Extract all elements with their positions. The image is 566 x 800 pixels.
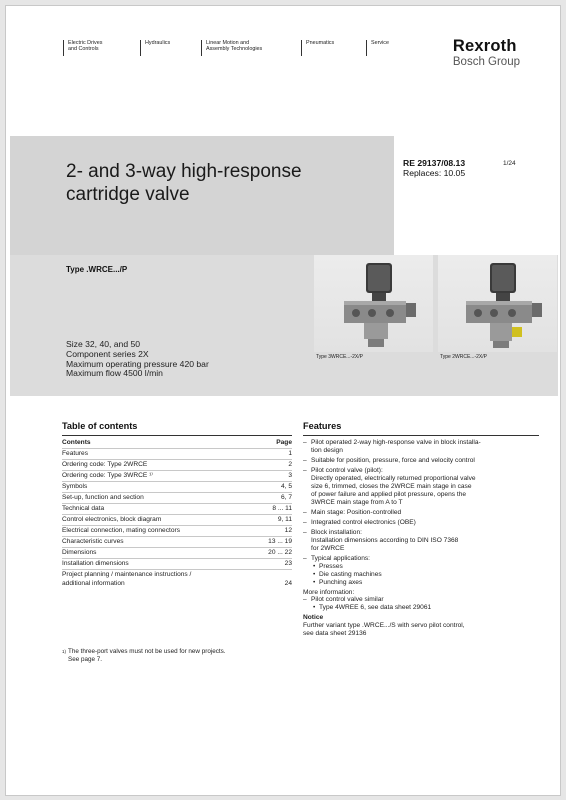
brand-logo <box>453 38 520 68</box>
toc-row-page: 23 <box>284 560 292 568</box>
feature-text: Main stage: Position-controlled <box>311 508 402 516</box>
toc-col-contents: Contents <box>62 439 91 446</box>
toc-row-title: Characteristic curves <box>62 538 124 546</box>
feature-text: Typical applications: <box>311 554 371 562</box>
toc-row[interactable] <box>62 525 292 536</box>
nav-electric-drives[interactable] <box>63 40 102 56</box>
toc-row-page: 8 ... 11 <box>272 505 292 513</box>
feature-item: – Typical applications: <box>303 555 539 563</box>
toc-col-page: Page <box>276 439 292 446</box>
toc-heading: Table of contents <box>62 421 138 431</box>
toc-row[interactable] <box>62 547 292 558</box>
nav-linear-motion[interactable] <box>201 40 262 56</box>
title-band <box>10 136 394 255</box>
toc-row[interactable] <box>62 459 292 470</box>
toc-row[interactable] <box>62 558 292 569</box>
product-band <box>10 255 558 396</box>
toc-row-title: Set-up, function and section <box>62 494 144 502</box>
more-info-heading: More information: <box>303 588 355 596</box>
toc-rule <box>62 435 292 436</box>
toc-row-title: Symbols <box>62 483 88 491</box>
feature-text: Integrated control electronics (OBE) <box>311 518 416 526</box>
product-photo-2wrce <box>438 255 557 352</box>
spec-list <box>66 340 209 379</box>
bullet-text: Punching axes <box>319 578 363 586</box>
feature-item: – Block installation: Installation dimensions according to DIN ISO 7368 for 2WRCE <box>303 529 459 552</box>
nav-service[interactable] <box>366 40 389 56</box>
replaces-label: Replaces: 10.05 <box>403 168 466 178</box>
notice-heading: Notice <box>303 614 324 622</box>
toc-row-page: 2 <box>288 461 292 469</box>
nav-hydraulics[interactable] <box>140 40 170 56</box>
nav-label: Service <box>371 40 389 46</box>
reference-number: RE 29137/08.13 <box>403 158 466 168</box>
brand-sub: Bosch Group <box>452 56 520 68</box>
toc-row-page: 3 <box>288 472 292 480</box>
feature-item: – Integrated control electronics (OBE) <box>303 519 539 527</box>
toc-row-title: Dimensions <box>62 549 97 557</box>
product-photo-3wrce <box>314 255 433 352</box>
toc-row-page: 1 <box>288 450 292 458</box>
toc-row[interactable] <box>62 503 292 514</box>
spec-item: Component series 2X <box>66 348 149 359</box>
toc-row[interactable] <box>62 481 292 492</box>
toc-row[interactable] <box>62 536 292 547</box>
toc-row-page: 24 <box>284 579 292 587</box>
toc-row-page: 12 <box>284 527 292 535</box>
toc-row-title: Electrical connection, mating connectors <box>62 527 181 535</box>
spec-item: Size 32, 40, and 50 <box>66 339 141 349</box>
feature-item: – Main stage: Position-controlled <box>303 509 539 517</box>
toc-row[interactable] <box>62 470 292 481</box>
toc-row-page: 13 ... 19 <box>268 538 292 546</box>
footnote-marker: 1) <box>62 649 67 654</box>
bullet-item: • Presses <box>313 562 343 570</box>
feature-text: Pilot operated 2-way high-response valve in block installa- tion design <box>311 439 481 454</box>
bullet-text: Type 4WREE 6, see data sheet 29061 <box>319 604 432 612</box>
type-label: Type .WRCE.../P <box>66 265 128 274</box>
page-number: 1/24 <box>503 160 516 167</box>
feature-text: Block installation: <box>311 529 362 536</box>
notice-text: Further variant type .WRCE.../S with servo pilot control, see data sheet 29136 <box>303 622 465 638</box>
table-of-contents <box>62 438 292 588</box>
datasheet-page <box>5 5 561 796</box>
spec-item: Maximum operating pressure 420 bar <box>66 358 209 369</box>
nav-label: Electric Drives and Controls <box>68 40 103 53</box>
bullet-item: • Die casting machines <box>313 570 382 578</box>
reference-block <box>403 158 465 178</box>
toc-row[interactable] <box>62 514 292 525</box>
features-heading: Features <box>303 421 342 431</box>
toc-row-title: Installation dimensions <box>62 560 129 568</box>
toc-row-title: Ordering code: Type 2WRCE <box>62 461 148 469</box>
toc-row-title: Features <box>62 450 89 458</box>
toc-row-title: Ordering code: Type 3WRCE ¹⁾ <box>62 472 153 480</box>
features-list <box>303 439 539 638</box>
document-title: 2- and 3-way high-response cartridge valve <box>66 161 302 205</box>
toc-footnote <box>62 648 292 664</box>
toc-row[interactable] <box>62 492 292 503</box>
toc-row-page: 9, 11 <box>277 516 292 524</box>
photo-caption-2wrce: Type 2WRCE...-2X/P <box>440 354 487 360</box>
toc-row-title: Project planning / maintenance instructions / additional information <box>62 571 192 587</box>
feature-subtext: Directly operated, electrically returned proportional valve size 6, trimmed, closes the 2WRCE main stage in case of power failure and applied pilot pressure, opens the 3WRCE main stage from A to T <box>311 475 476 506</box>
bullet-text: Die casting machines <box>319 570 382 578</box>
feature-item: – Pilot operated 2-way high-response valve in block installa- tion design <box>303 439 539 455</box>
nav-label: Linear Motion and Assembly Technologies <box>206 40 263 53</box>
bullet-item: • Punching axes <box>313 578 363 586</box>
toc-row[interactable] <box>62 569 292 589</box>
feature-text: Pilot control valve similar <box>311 596 384 604</box>
toc-header-row <box>62 438 292 448</box>
brand-name: Rexroth <box>452 37 517 55</box>
nav-label: Hydraulics <box>145 40 171 46</box>
feature-subtext: Installation dimensions according to DIN ISO 7368 for 2WRCE <box>311 536 459 552</box>
toc-row-page: 20 ... 22 <box>268 549 292 557</box>
toc-row[interactable] <box>62 448 292 459</box>
spec-item: Maximum flow 4500 l/min <box>66 368 163 379</box>
bullet-item: • Type 4WREE 6, see data sheet 29061 <box>313 604 432 612</box>
toc-row-title: Technical data <box>62 505 105 513</box>
toc-row-page: 6, 7 <box>281 494 292 502</box>
features-rule <box>303 435 539 436</box>
bullet-text: Presses <box>319 562 343 570</box>
nav-pneumatics[interactable] <box>301 40 334 56</box>
nav-label: Pneumatics <box>306 40 335 46</box>
footnote-text: The three-port valves must not be used for new projects. See page 7. <box>68 648 226 664</box>
feature-text: Suitable for position, pressure, force and velocity control <box>311 457 475 464</box>
photo-caption-3wrce: Type 3WRCE...-2X/P <box>316 354 363 360</box>
feature-item: – Pilot control valve similar <box>303 596 539 604</box>
feature-item: – Pilot control valve (pilot): Directly operated, electrically returned proportional valve size 6, trimmed, closes the 2WRCE main stage in case of power failure and applied pilot pressure, opens the 3WRCE main stage from A to T <box>303 467 476 506</box>
feature-text: Pilot control valve (pilot): <box>311 467 383 475</box>
toc-row-page: 4, 5 <box>281 483 292 491</box>
feature-item: – Suitable for position, pressure, force and velocity control <box>303 457 539 465</box>
toc-row-title: Control electronics, block diagram <box>62 516 162 524</box>
